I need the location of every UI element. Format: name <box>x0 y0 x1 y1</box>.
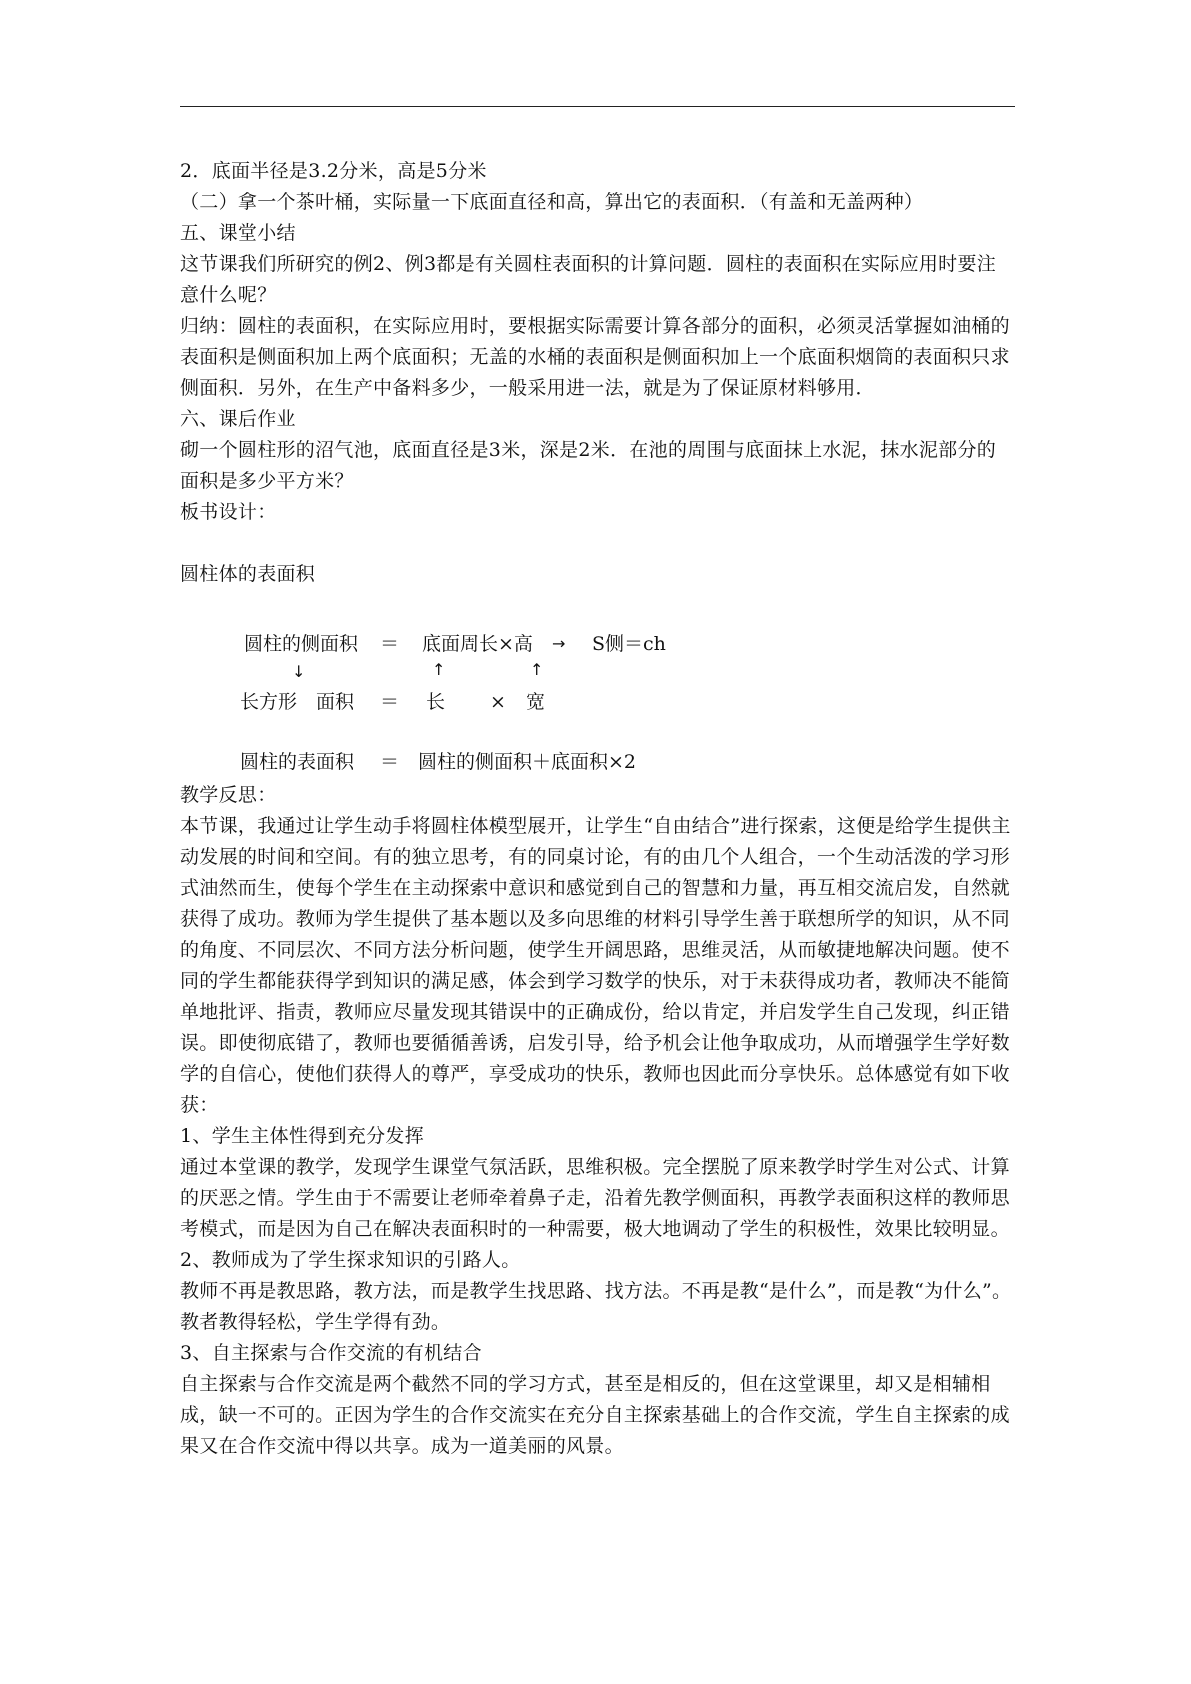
homework-paragraph: 砌一个圆柱形的沼气池，底面直径是3米，深是2米．在池的周围与底面抹上水泥，抹水泥部分的面积是多少平方米？ <box>180 439 997 492</box>
surface-area-formula: 圆柱的侧面积＋底面积×2 <box>418 751 637 773</box>
header-rule <box>180 106 1015 107</box>
lateral-formula: S侧＝ch <box>592 633 666 655</box>
section-heading-summary: 五、课堂小结 <box>180 222 296 244</box>
arrow-right-icon: → <box>552 634 566 653</box>
board-title: 圆柱体的表面积 <box>180 563 316 585</box>
length-label: 长 <box>426 691 446 713</box>
gain-heading-2: 2、教师成为了学生探求知识的引路人。 <box>180 1249 521 1271</box>
lateral-area-label: 圆柱的侧面积 <box>244 633 359 655</box>
practice-task-two: （二）拿一个茶叶桶，实际量一下底面直径和高，算出它的表面积．（有盖和无盖两种） <box>180 191 924 213</box>
arrow-up-icon: ↑ <box>432 660 446 679</box>
times-sign: × <box>490 691 506 713</box>
board-design-label: 板书设计： <box>180 501 277 523</box>
area-label: 面积 <box>316 691 355 713</box>
conclusion-paragraph: 归纳：圆柱的表面积，在实际应用时，要根据实际需要计算各部分的面积，必须灵活掌握如油桶的表面积是侧面积加上两个底面积；无盖的水桶的表面积是侧面积加上一个底面积烟筒的表面积只求侧面积．另外，在生产中备料多少，一般采用进一法，就是为了保证原材料够用． <box>180 315 1010 399</box>
practice-item-2: 2．底面半径是3.2分米，高是5分米 <box>180 160 487 182</box>
gain-paragraph-2: 教师不再是教思路，教方法，而是教学生找思路、找方法。不再是教“是什么”，而是教“为什么”。教者教得轻松，学生学得有劲。 <box>180 1280 1012 1333</box>
document-body <box>180 156 1015 1462</box>
equals-sign: ＝ <box>380 751 400 773</box>
surface-area-label: 圆柱的表面积 <box>240 751 355 773</box>
equals-sign: ＝ <box>380 691 400 713</box>
gain-heading-1: 1、学生主体性得到充分发挥 <box>180 1125 424 1147</box>
gain-paragraph-1: 通过本堂课的教学，发现学生课堂气氛活跃，思维积极。完全摆脱了原来教学时学生对公式、计算的厌恶之情。学生由于不需要让老师牵着鼻子走，沿着先教学侧面积，再教学表面积这样的教师思考模式，而是因为自己在解决表面积时的一种需要，极大地调动了学生的积极性，效果比较明显。 <box>180 1156 1010 1240</box>
rectangle-label: 长方形 <box>240 691 298 713</box>
section-heading-homework: 六、课后作业 <box>180 408 296 430</box>
reflection-paragraph: 本节课，我通过让学生动手将圆柱体模型展开，让学生“自由结合”进行探索，这便是给学生提供主动发展的时间和空间。有的独立思考，有的同桌讨论，有的由几个人组合，一个生动活泼的学习形式油然而生，使每个学生在主动探索中意识和感觉到自己的智慧和力量，再互相交流启发，自然就获得了成功。教师为学生提供了基本题以及多向思维的材料引导学生善于联想所学的知识，从不同的角度、不同层次、不同方法分析问题，使学生开阔思路，思维灵活，从而敏捷地解决问题。使不同的学生都能获得学到知识的满足感，体会到学习数学的快乐，对于未获得成功者，教师决不能简单地批评、指责，教师应尽量发现其错误中的正确成份，给以肯定，并启发学生自己发现，纠正错误。即使彻底错了，教师也要循循善诱，启发引导，给予机会让他争取成功，从而增强学生学好数学的自信心，使他们获得人的尊严，享受成功的快乐，教师也因此而分享快乐。总体感觉有如下收获： <box>180 815 1011 1116</box>
arrow-up-icon: ↑ <box>530 660 544 679</box>
arrow-down-icon: ↓ <box>292 662 306 681</box>
gain-heading-3: 3、自主探索与合作交流的有机结合 <box>180 1342 482 1364</box>
equals-sign: ＝ <box>380 633 400 655</box>
width-label: 宽 <box>526 691 546 713</box>
summary-paragraph: 这节课我们所研究的例2、例3都是有关圆柱表面积的计算问题．圆柱的表面积在实际应用时要注意什么呢？ <box>180 253 997 306</box>
board-diagram <box>180 632 1015 832</box>
gain-paragraph-3: 自主探索与合作交流是两个截然不同的学习方式，甚至是相反的，但在这堂课里，却又是相辅相成，缺一不可的。正因为学生的合作交流实在充分自主探索基础上的合作交流，学生自主探索的成果又在合作交流中得以共享。成为一道美丽的风景。 <box>180 1373 1010 1457</box>
reflection-heading: 教学反思： <box>180 784 277 806</box>
circumference-height: 底面周长×高 <box>422 633 533 655</box>
